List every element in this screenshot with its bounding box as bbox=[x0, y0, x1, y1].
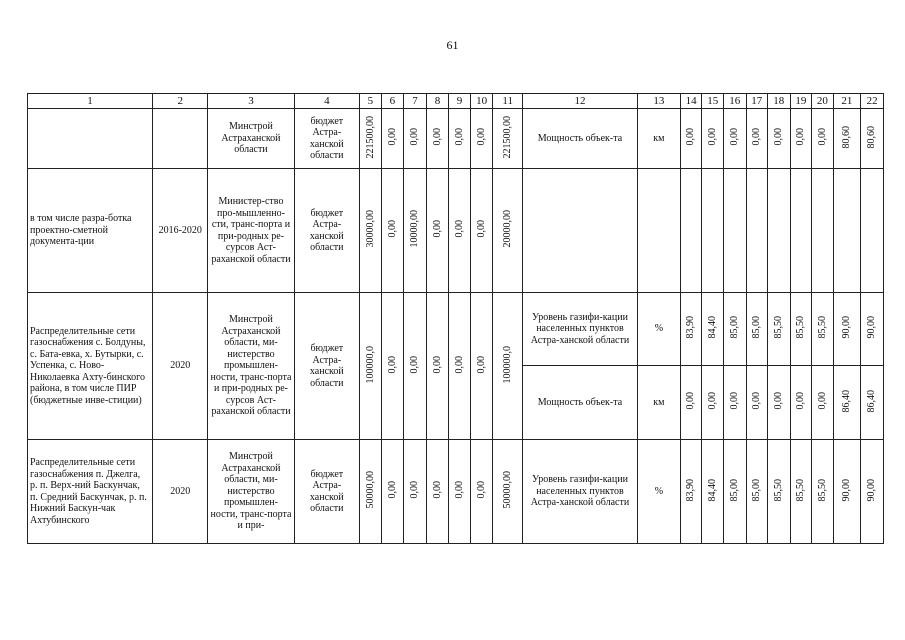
source-cell: бюджет Астра-ханской области bbox=[294, 109, 360, 169]
source-cell: бюджет Астра-ханской области bbox=[294, 293, 360, 440]
period-cell: 2020 bbox=[153, 293, 208, 440]
header-cell: 13 bbox=[637, 94, 680, 109]
unit-cell: км bbox=[637, 109, 680, 169]
indicator-value-cell: 86,40 bbox=[861, 366, 884, 440]
indicator-value-cell: 0,00 bbox=[702, 109, 724, 169]
indicator-value-cell: 0,00 bbox=[746, 366, 768, 440]
indicator-value-cell: 86,40 bbox=[833, 366, 861, 440]
indicator-value-cell: 85,50 bbox=[812, 440, 834, 544]
indicator-value-cell: 0,00 bbox=[790, 109, 812, 169]
header-cell: 18 bbox=[768, 94, 791, 109]
header-cell: 10 bbox=[470, 94, 493, 109]
amount-cell: 221500,00 bbox=[493, 109, 523, 169]
header-cell: 17 bbox=[746, 94, 768, 109]
amount-cell: 0,00 bbox=[404, 293, 427, 440]
indicator-value-cell: 0,00 bbox=[812, 366, 834, 440]
indicator-value-cell: 0,00 bbox=[702, 366, 724, 440]
unit-cell: % bbox=[637, 440, 680, 544]
indicator-name-cell: Уровень газифи-кации населенных пунктов Астра-ханской области bbox=[523, 440, 638, 544]
period-cell: 2020 bbox=[153, 440, 208, 544]
indicator-name-cell: Мощность объек-та bbox=[523, 109, 638, 169]
header-cell: 5 bbox=[360, 94, 382, 109]
amount-cell: 221500,00 bbox=[360, 109, 382, 169]
indicator-value-cell: 0,00 bbox=[812, 109, 834, 169]
indicator-value-cell: 84,40 bbox=[702, 440, 724, 544]
header-cell: 15 bbox=[702, 94, 724, 109]
amount-cell: 0,00 bbox=[381, 169, 404, 293]
header-cell: 3 bbox=[208, 94, 294, 109]
header-cell: 7 bbox=[404, 94, 427, 109]
indicator-value-cell: 90,00 bbox=[861, 440, 884, 544]
indicator-value-cell: 0,00 bbox=[680, 109, 702, 169]
source-cell: бюджет Астра-ханской области bbox=[294, 440, 360, 544]
executor-cell: Минстрой Астраханской области bbox=[208, 109, 294, 169]
amount-cell: 50000,00 bbox=[360, 440, 382, 544]
indicator-value-cell: 0,00 bbox=[746, 109, 768, 169]
empty-cell bbox=[812, 169, 834, 293]
header-cell: 2 bbox=[153, 94, 208, 109]
amount-cell: 100000,0 bbox=[360, 293, 382, 440]
indicator-value-cell: 0,00 bbox=[768, 366, 791, 440]
header-cell: 6 bbox=[381, 94, 404, 109]
amount-cell: 0,00 bbox=[449, 293, 471, 440]
amount-cell: 0,00 bbox=[449, 169, 471, 293]
header-cell: 19 bbox=[790, 94, 812, 109]
data-table bbox=[27, 93, 884, 544]
executor-cell: Министер-ство про-мышленно-сти, транс-порта и при-родных ре-сурсов Аст-раханской области bbox=[208, 169, 294, 293]
header-cell: 4 bbox=[294, 94, 360, 109]
empty-cell bbox=[833, 169, 861, 293]
empty-cell bbox=[680, 169, 702, 293]
header-cell: 21 bbox=[833, 94, 861, 109]
empty-cell bbox=[523, 169, 638, 293]
indicator-value-cell: 0,00 bbox=[680, 366, 702, 440]
amount-cell: 0,00 bbox=[426, 440, 449, 544]
amount-cell: 0,00 bbox=[381, 440, 404, 544]
indicator-value-cell: 90,00 bbox=[833, 440, 861, 544]
period-cell bbox=[153, 109, 208, 169]
indicator-value-cell: 90,00 bbox=[861, 293, 884, 366]
source-cell: бюджет Астра-ханской области bbox=[294, 169, 360, 293]
amount-cell: 0,00 bbox=[449, 109, 471, 169]
amount-cell: 0,00 bbox=[426, 109, 449, 169]
period-cell: 2016-2020 bbox=[153, 169, 208, 293]
unit-cell: % bbox=[637, 293, 680, 366]
indicator-value-cell: 80,60 bbox=[833, 109, 861, 169]
table-row bbox=[28, 293, 884, 366]
empty-cell bbox=[768, 169, 791, 293]
indicator-value-cell: 0,00 bbox=[723, 366, 746, 440]
amount-cell: 50000,00 bbox=[493, 440, 523, 544]
indicator-value-cell: 85,50 bbox=[790, 440, 812, 544]
object-cell: Распределительные сети газоснабжения с. Болдуны, с. Бата-евка, х. Бутырки, с. Успенка, с. Ново-Николаевка Ахту-бинского района, в том числе ПИР (бюджетные инве-стиции) bbox=[28, 293, 153, 440]
indicator-value-cell: 85,50 bbox=[768, 440, 791, 544]
indicator-value-cell: 83,90 bbox=[680, 293, 702, 366]
amount-cell: 0,00 bbox=[449, 440, 471, 544]
indicator-value-cell: 80,60 bbox=[861, 109, 884, 169]
header-row bbox=[28, 94, 884, 109]
indicator-value-cell: 0,00 bbox=[790, 366, 812, 440]
amount-cell: 0,00 bbox=[470, 109, 493, 169]
empty-cell bbox=[861, 169, 884, 293]
table-row bbox=[28, 169, 884, 293]
amount-cell: 0,00 bbox=[426, 169, 449, 293]
empty-cell bbox=[723, 169, 746, 293]
header-cell: 20 bbox=[812, 94, 834, 109]
indicator-value-cell: 84,40 bbox=[702, 293, 724, 366]
empty-cell bbox=[746, 169, 768, 293]
unit-cell: км bbox=[637, 366, 680, 440]
amount-cell: 0,00 bbox=[470, 440, 493, 544]
indicator-value-cell: 0,00 bbox=[768, 109, 791, 169]
empty-cell bbox=[637, 169, 680, 293]
indicator-value-cell: 85,50 bbox=[768, 293, 791, 366]
amount-cell: 0,00 bbox=[404, 440, 427, 544]
indicator-name-cell: Мощность объек-та bbox=[523, 366, 638, 440]
indicator-name-cell: Уровень газифи-кации населенных пунктов Астра-ханской области bbox=[523, 293, 638, 366]
amount-cell: 0,00 bbox=[470, 169, 493, 293]
amount-cell: 0,00 bbox=[381, 109, 404, 169]
empty-cell bbox=[790, 169, 812, 293]
indicator-value-cell: 85,00 bbox=[723, 440, 746, 544]
object-cell: в том числе разра-ботка проектно-сметной документа-ции bbox=[28, 169, 153, 293]
executor-cell: Минстрой Астраханской области, ми-нистерство промышлен-ности, транс-порта и при- bbox=[208, 440, 294, 544]
object-cell bbox=[28, 109, 153, 169]
indicator-value-cell: 85,50 bbox=[790, 293, 812, 366]
indicator-value-cell: 85,50 bbox=[812, 293, 834, 366]
amount-cell: 10000,00 bbox=[404, 169, 427, 293]
page-number: 61 bbox=[446, 38, 459, 52]
header-cell: 16 bbox=[723, 94, 746, 109]
table-row bbox=[28, 109, 884, 169]
amount-cell: 0,00 bbox=[426, 293, 449, 440]
indicator-value-cell: 0,00 bbox=[723, 109, 746, 169]
header-cell: 11 bbox=[493, 94, 523, 109]
header-cell: 9 bbox=[449, 94, 471, 109]
header-cell: 8 bbox=[426, 94, 449, 109]
amount-cell: 0,00 bbox=[404, 109, 427, 169]
amount-cell: 100000,0 bbox=[493, 293, 523, 440]
amount-cell: 0,00 bbox=[470, 293, 493, 440]
empty-cell bbox=[702, 169, 724, 293]
indicator-value-cell: 85,00 bbox=[746, 440, 768, 544]
header-cell: 22 bbox=[861, 94, 884, 109]
indicator-value-cell: 90,00 bbox=[833, 293, 861, 366]
object-cell: Распределительные сети газоснабжения п. Джелга, р. п. Верх-ний Баскунчак, п. Средний Баскунчак, р. п. Нижний Баскун-чак Ахтубинского bbox=[28, 440, 153, 544]
header-cell: 14 bbox=[680, 94, 702, 109]
amount-cell: 0,00 bbox=[381, 293, 404, 440]
indicator-value-cell: 83,90 bbox=[680, 440, 702, 544]
indicator-value-cell: 85,00 bbox=[723, 293, 746, 366]
amount-cell: 30000,00 bbox=[360, 169, 382, 293]
header-cell: 1 bbox=[28, 94, 153, 109]
table-row bbox=[28, 440, 884, 544]
amount-cell: 20000,00 bbox=[493, 169, 523, 293]
indicator-value-cell: 85,00 bbox=[746, 293, 768, 366]
executor-cell: Минстрой Астраханской области, ми-нистерство промышлен-ности, транс-порта и при-родных ре-сурсов Аст-раханской области bbox=[208, 293, 294, 440]
header-cell: 12 bbox=[523, 94, 638, 109]
